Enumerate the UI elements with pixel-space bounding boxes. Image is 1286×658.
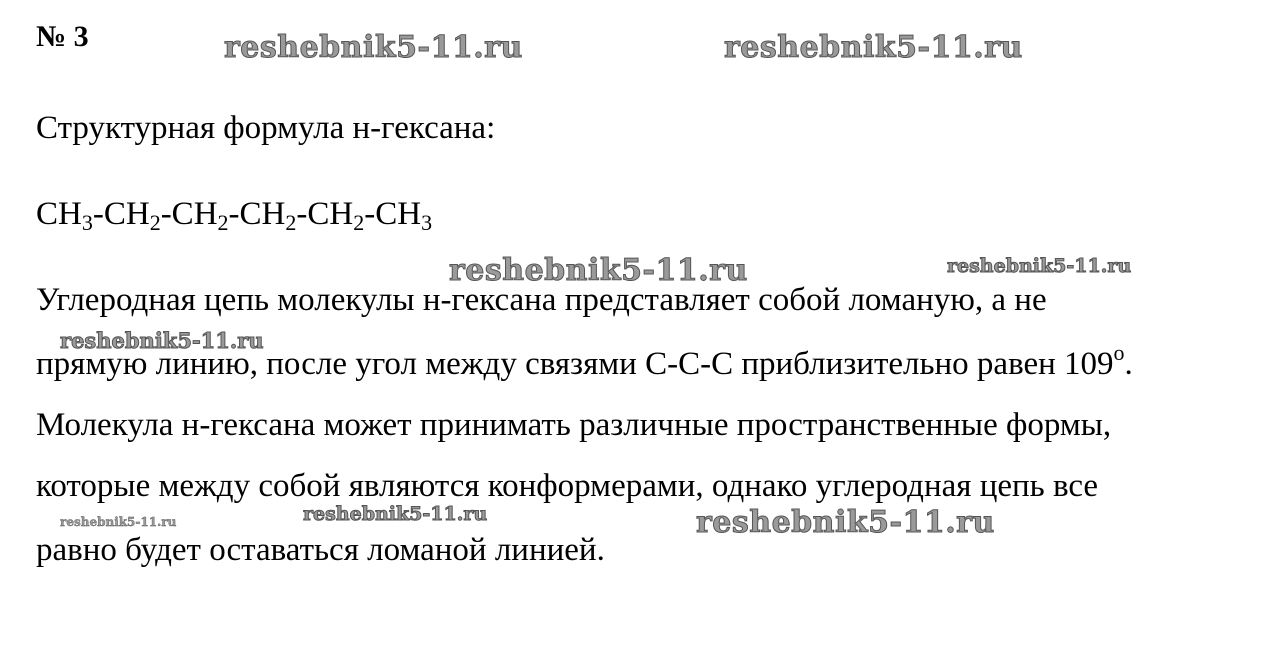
structural-formula [36,196,433,235]
formula-group: $-CH_2$ [228,196,297,235]
watermark-text: reshebnik5-11.ru [724,30,1023,65]
formula-group: $-CH_2$ [92,196,161,235]
paragraph-line-2: прямую линию, после угол между связями C-C-C приблизительно равен 109$^o$. [36,340,1133,382]
watermark-text: reshebnik5-11.ru [449,253,748,288]
watermark-text: reshebnik5-11.ru [60,515,177,529]
paragraph-line-5: равно будет оставаться ломаной линией. [36,532,605,568]
formula-group: $-CH_2$ [160,196,229,235]
watermark-text: reshebnik5-11.ru [947,255,1132,277]
formula-group: $-CH_3$ [364,196,433,235]
paragraph-line-4: которые между собой являются конформерами, однако углеродная цепь все [36,468,1099,504]
degree-superscript: o [1113,340,1125,365]
formula-group: $CH_3$ [36,196,93,235]
paragraph-line-3: Молекула н-гексана может принимать различные пространственные формы, [36,407,1112,443]
watermark-text: reshebnik5-11.ru [60,328,264,353]
watermark-text: reshebnik5-11.ru [696,505,995,540]
watermark-text: reshebnik5-11.ru [303,503,488,525]
formula-group: $-CH_2$ [296,196,365,235]
paragraph-line-1: Углеродная цепь молекулы н-гексана представляет собой ломаную, а не [36,282,1047,318]
heading: Структурная формула н-гексана: [36,110,496,146]
task-number: № 3 [36,20,89,53]
watermark-text: reshebnik5-11.ru [224,30,523,65]
